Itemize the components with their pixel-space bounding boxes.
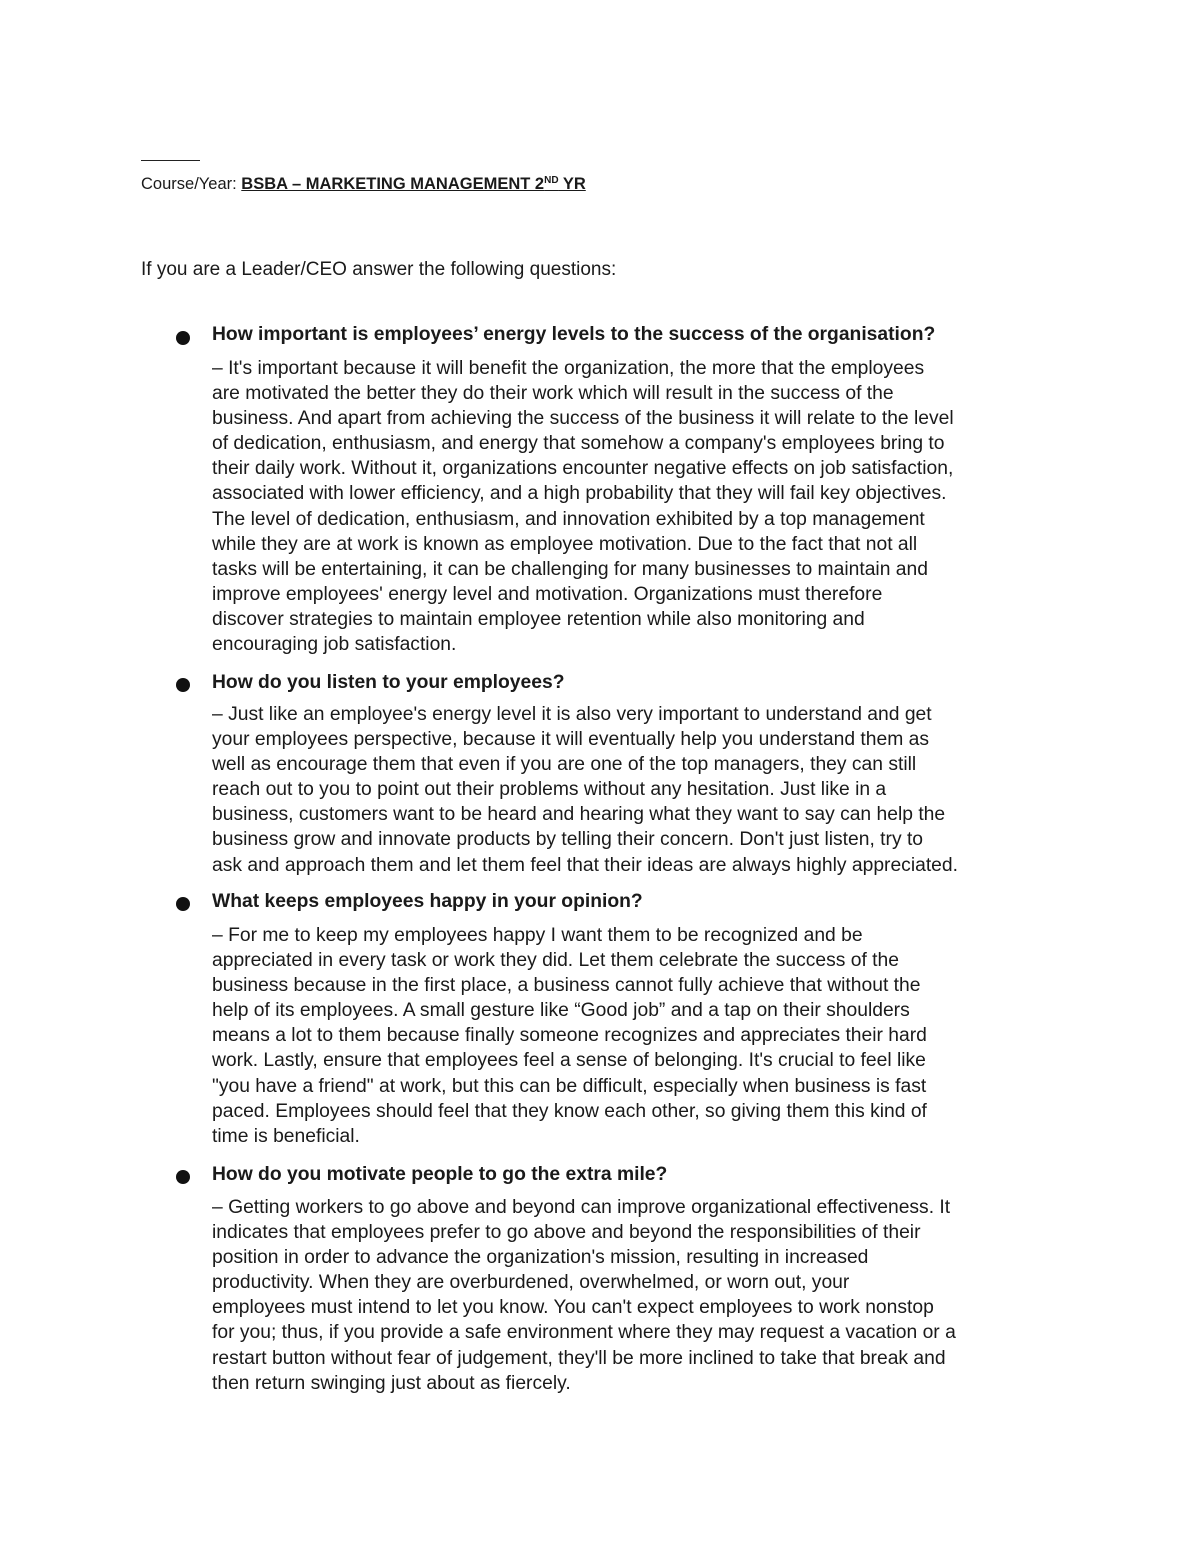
answer-line: associated with lower efficiency, and a high probability that they will fail key objectives.	[212, 483, 947, 505]
answer-line: indicates that employees prefer to go above and beyond the responsibilities of their	[212, 1222, 921, 1244]
answer-line: while they are at work is known as employee motivation. Due to the fact that not all	[212, 533, 918, 555]
answer-line: tasks will be entertaining, it can be challenging for many businesses to maintain and	[212, 558, 928, 580]
answer-line: employees must intend to let you know. You can't expect employees to work nonstop	[212, 1297, 934, 1319]
answer-line: are motivated the better they do their work which will result in the success of the	[212, 383, 894, 405]
answer-line: well as encourage them that even if you are one of the top managers, they can still	[212, 754, 917, 776]
answer-line: – Just like an employee's energy level it is also very important to understand and get	[212, 704, 932, 725]
answer-line: "you have a friend" at work, but this can be difficult, especially when business is fast	[212, 1075, 927, 1097]
answer-line: business grow and innovate products by telling their concern. Don't just listen, try to	[212, 829, 924, 851]
answer-line: restart button without fear of judgement, they'll be more inclined to take that break and	[212, 1347, 946, 1369]
answer-2	[212, 702, 1072, 878]
answer-line: appreciated in every task or work they did. Let them celebrate the success of the	[212, 950, 899, 972]
bullet-icon	[176, 678, 190, 692]
course-year-program: BSBA – MARKETING MANAGEMENT 2	[241, 175, 545, 193]
question-2: How do you listen to your employees?	[212, 672, 565, 693]
answer-line: of dedication, enthusiasm, and energy that somehow a company's employees bring to	[212, 433, 945, 455]
bullet-icon	[176, 1170, 190, 1184]
answer-line: business. And apart from achieving the success of the business it will relate to the level	[212, 408, 954, 430]
course-year-label: Course/Year:	[141, 175, 242, 193]
top-rule-line	[141, 160, 200, 161]
answer-line: work. Lastly, ensure that employees feel a sense of belonging. It's crucial to feel like	[212, 1050, 926, 1072]
course-year-line	[141, 172, 586, 196]
answer-line: – It's important because it will benefit the organization, the more that the employees	[212, 358, 925, 379]
course-year-suffix: YR	[558, 175, 586, 193]
answer-line: for you; thus, if you provide a safe environment where they may request a vacation or a	[212, 1322, 956, 1344]
answer-line: position in order to advance the organization's mission, resulting in increased	[212, 1247, 869, 1269]
answer-line: reach out to you to point out their problems without any hesitation. Just like in a	[212, 779, 887, 801]
question-4: How do you motivate people to go the extra mile?	[212, 1164, 668, 1185]
answer-line: encouraging job satisfaction.	[212, 634, 457, 656]
answer-1	[212, 356, 1072, 657]
answer-line: their daily work. Without it, organizations encounter negative effects on job satisfaction,	[212, 458, 954, 480]
answer-line: business because in the first place, a business cannot fully achieve that without the	[212, 975, 921, 997]
answer-line: business, customers want to be heard and hearing what they want to say can help the	[212, 804, 946, 826]
answer-line: means a lot to them because finally someone recognizes and appreciates their hard	[212, 1025, 927, 1047]
answer-line: discover strategies to maintain employee retention while also monitoring and	[212, 608, 865, 630]
answer-line: paced. Employees should feel that they know each other, so giving them this kind of	[212, 1100, 927, 1122]
answer-line: – Getting workers to go above and beyond can improve organizational effectiveness. It	[212, 1197, 951, 1218]
course-year-ordinal-superscript: ND	[544, 175, 559, 186]
answer-line: your employees perspective, because it will eventually help you understand them as	[212, 729, 930, 751]
answer-line: improve employees' energy level and motivation. Organizations must therefore	[212, 583, 883, 605]
answer-3	[212, 923, 1072, 1149]
answer-4	[212, 1195, 1072, 1396]
answer-line: then return swinging just about as fiercely.	[212, 1372, 571, 1394]
answer-line: – For me to keep my employees happy I want them to be recognized and be	[212, 925, 863, 946]
bullet-icon	[176, 897, 190, 911]
answer-line: ask and approach them and let them feel that their ideas are always highly appreciated.	[212, 854, 958, 876]
intro-instruction: If you are a Leader/CEO answer the following questions:	[141, 259, 617, 280]
question-3: What keeps employees happy in your opinion?	[212, 891, 643, 912]
course-year-value	[241, 175, 586, 193]
answer-line: help of its employees. A small gesture like “Good job” and a tap on their shoulders	[212, 1000, 910, 1022]
bullet-icon	[176, 331, 190, 345]
answer-line: The level of dedication, enthusiasm, and innovation exhibited by a top management	[212, 508, 925, 530]
answer-line: productivity. When they are overburdened, overwhelmed, or worn out, your	[212, 1272, 850, 1294]
answer-line: time is beneficial.	[212, 1125, 360, 1147]
question-1: How important is employees’ energy levels to the success of the organisation?	[212, 324, 936, 345]
